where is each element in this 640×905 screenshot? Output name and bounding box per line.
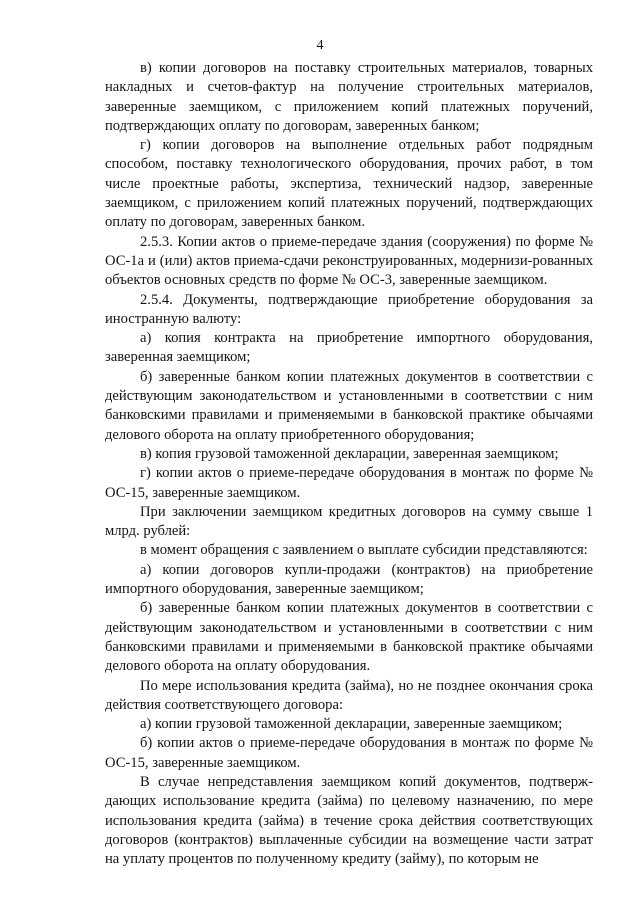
paragraph-2-5-3: 2.5.3. Копии актов о приеме-передаче здания (сооружения) по форме № ОС-1а и (или) актов приема-сдачи реконструированных, модернизи-рованных объектов основных средств по форме № ОС-3, заверенные заемщиком. (105, 233, 593, 289)
paragraph-item-v-customs-declaration: в) копия грузовой таможенной декларации, заверенная заемщиком; (140, 445, 559, 462)
paragraph-item-b-bank-payment-copies: б) заверенные банком копии платежных документов в соответствии с действующим законодательством и установленными в соответствии с ним банковскими правилами и применяемыми в банковской практике обычаями делового оборота на оплату оборудования. (105, 600, 593, 675)
paragraph-item-b-payment-documents: б) заверенные банком копии платежных документов в соответствии с действующим законодательством и установленными в соответствии с ним банковскими правилами и применяемыми в банковской практике обычаями делового оборота на оплату приобретенного оборудования; (105, 368, 593, 443)
paragraph-loan-usage: По мере использования кредита (займа), но не позднее окончания срока действия соответствующего договора: (105, 677, 593, 713)
paragraph-non-submission: В случае непредставления заемщиком копий документов, подтверж-дающих использование кредита (займа) по целевому назначению, по мере использования кредита (займа) в течение срока действия соответствующих договоров (контрактов) выплаченные субсидии на возмещение части затрат на уплату процентов по полученному кредиту (займу), по которым не (105, 773, 593, 868)
paragraph-item-g-contract-works: г) копии договоров на выполнение отдельных работ подрядным способом, поставку технологического оборудования, прочих работ, в том числе проектные работы, экспертиза, технический надзор, заверенные заемщиком, с приложением копий платежных поручений, подтверждающих оплату по договорам, заверенных банком. (105, 137, 593, 231)
document-body (105, 59, 593, 869)
paragraph-item-a-customs-copies: а) копии грузовой таможенной декларации, заверенные заемщиком; (140, 716, 563, 733)
paragraph-item-b-installation-copies: б) копии актов о приеме-передаче оборудования в монтаж по форме № ОС-15, заверенные заемщиком. (105, 735, 593, 771)
page-number: 4 (316, 38, 324, 53)
paragraph-item-a-purchase-contracts: а) копии договоров купли-продажи (контрактов) на приобретение импортного оборудования, заверенные заемщиком; (105, 561, 593, 598)
paragraph-2-5-4: 2.5.4. Документы, подтверждающие приобретение оборудования за иностранную валюту: (105, 291, 593, 327)
paragraph-item-v-building-materials: в) копии договоров на поставку строительных материалов, товарных накладных и счетов-фактур на получение строительных материалов, заверенные заемщиком, с приложением копий платежных поручений, подтверждающих оплату по договорам, заверенных банком; (105, 60, 593, 134)
paragraph-item-a-import-contract: а) копия контракта на приобретение импортного оборудования, заверенная заемщиком; (105, 330, 593, 366)
paragraph-large-loans: При заключении заемщиком кредитных договоров на сумму свыше 1 млрд. рублей: (105, 503, 593, 540)
paragraph-item-g-installation-acts: г) копии актов о приеме-передаче оборудования в монтаж по форме № ОС-15, заверенные заемщиком. (105, 465, 593, 501)
paragraph-at-application: в момент обращения с заявлением о выплате субсидии представляются: (140, 542, 588, 559)
